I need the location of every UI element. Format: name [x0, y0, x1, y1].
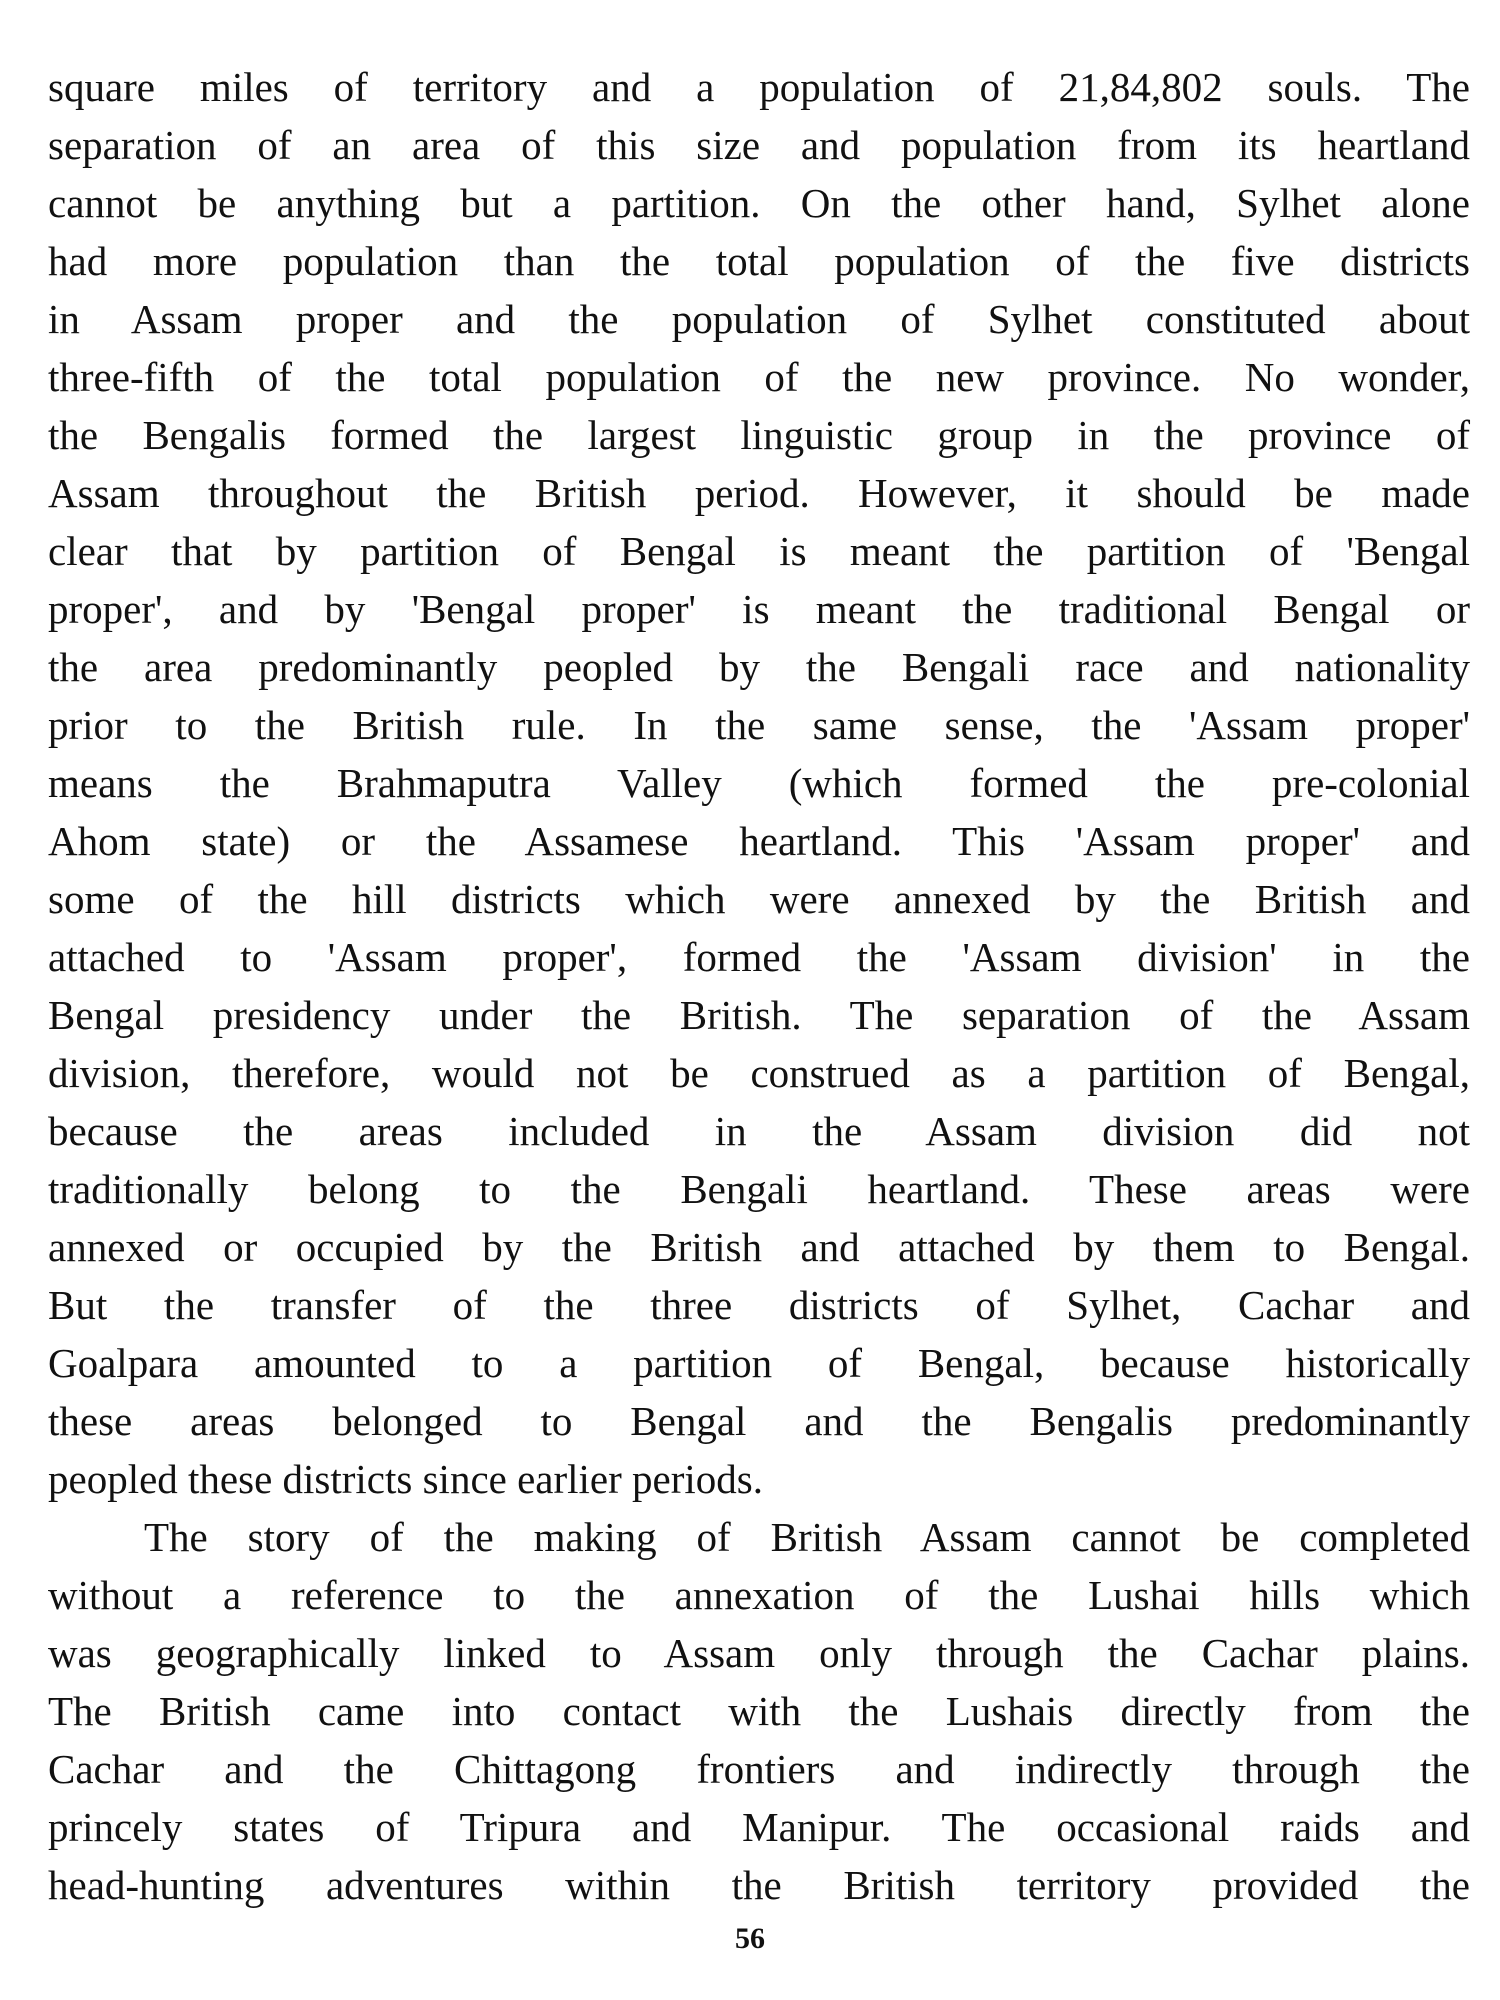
- text-line: But the transfer of the three districts of Sylhet, Cachar and: [48, 1282, 1470, 1328]
- text-line: cannot be anything but a partition. On the other hand, Sylhet alone: [48, 180, 1470, 226]
- text-line: proper', and by 'Bengal proper' is meant the traditional Bengal or: [48, 586, 1470, 632]
- text-line: clear that by partition of Bengal is meant the partition of 'Bengal: [48, 528, 1470, 574]
- text-line: because the areas included in the Assam division did not: [48, 1108, 1470, 1154]
- text-line: annexed or occupied by the British and attached by them to Bengal.: [48, 1224, 1470, 1270]
- text-line: Cachar and the Chittagong frontiers and indirectly through the: [48, 1746, 1470, 1792]
- text-line: separation of an area of this size and population from its heartland: [48, 122, 1470, 168]
- body-text: [48, 58, 1470, 1914]
- paragraph: [48, 58, 1470, 1508]
- text-line: the area predominantly peopled by the Bengali race and nationality: [48, 644, 1470, 690]
- text-line: three-fifth of the total population of the new province. No wonder,: [48, 354, 1470, 400]
- text-line: means the Brahmaputra Valley (which formed the pre-colonial: [48, 760, 1470, 806]
- text-line: The British came into contact with the Lushais directly from the: [48, 1688, 1470, 1734]
- text-line: without a reference to the annexation of the Lushai hills which: [48, 1572, 1470, 1618]
- text-line: Goalpara amounted to a partition of Bengal, because historically: [48, 1340, 1470, 1386]
- paragraph: [48, 1508, 1470, 1914]
- text-line: peopled these districts since earlier periods.: [48, 1456, 763, 1502]
- text-line: some of the hill districts which were annexed by the British and: [48, 876, 1470, 922]
- text-line: princely states of Tripura and Manipur. The occasional raids and: [48, 1804, 1470, 1850]
- text-line: in Assam proper and the population of Sylhet constituted about: [48, 296, 1470, 342]
- text-line: head-hunting adventures within the British territory provided the: [48, 1862, 1470, 1908]
- text-line: division, therefore, would not be construed as a partition of Bengal,: [48, 1050, 1470, 1096]
- page-number: 56: [735, 1922, 765, 1955]
- text-line: Ahom state) or the Assamese heartland. This 'Assam proper' and: [48, 818, 1470, 864]
- text-line: square miles of territory and a population of 21,84,802 souls. The: [48, 64, 1470, 110]
- text-line: had more population than the total population of the five districts: [48, 238, 1470, 284]
- text-line: Bengal presidency under the British. The separation of the Assam: [48, 992, 1470, 1038]
- text-line: The story of the making of British Assam cannot be completed: [144, 1514, 1470, 1560]
- text-line: these areas belonged to Bengal and the Bengalis predominantly: [48, 1398, 1470, 1444]
- text-line: was geographically linked to Assam only through the Cachar plains.: [48, 1630, 1470, 1676]
- text-line: traditionally belong to the Bengali heartland. These areas were: [48, 1166, 1470, 1212]
- text-line: Assam throughout the British period. However, it should be made: [48, 470, 1470, 516]
- text-line: prior to the British rule. In the same sense, the 'Assam proper': [48, 702, 1470, 748]
- text-line: attached to 'Assam proper', formed the 'Assam division' in the: [48, 934, 1470, 980]
- text-line: the Bengalis formed the largest linguistic group in the province of: [48, 412, 1470, 458]
